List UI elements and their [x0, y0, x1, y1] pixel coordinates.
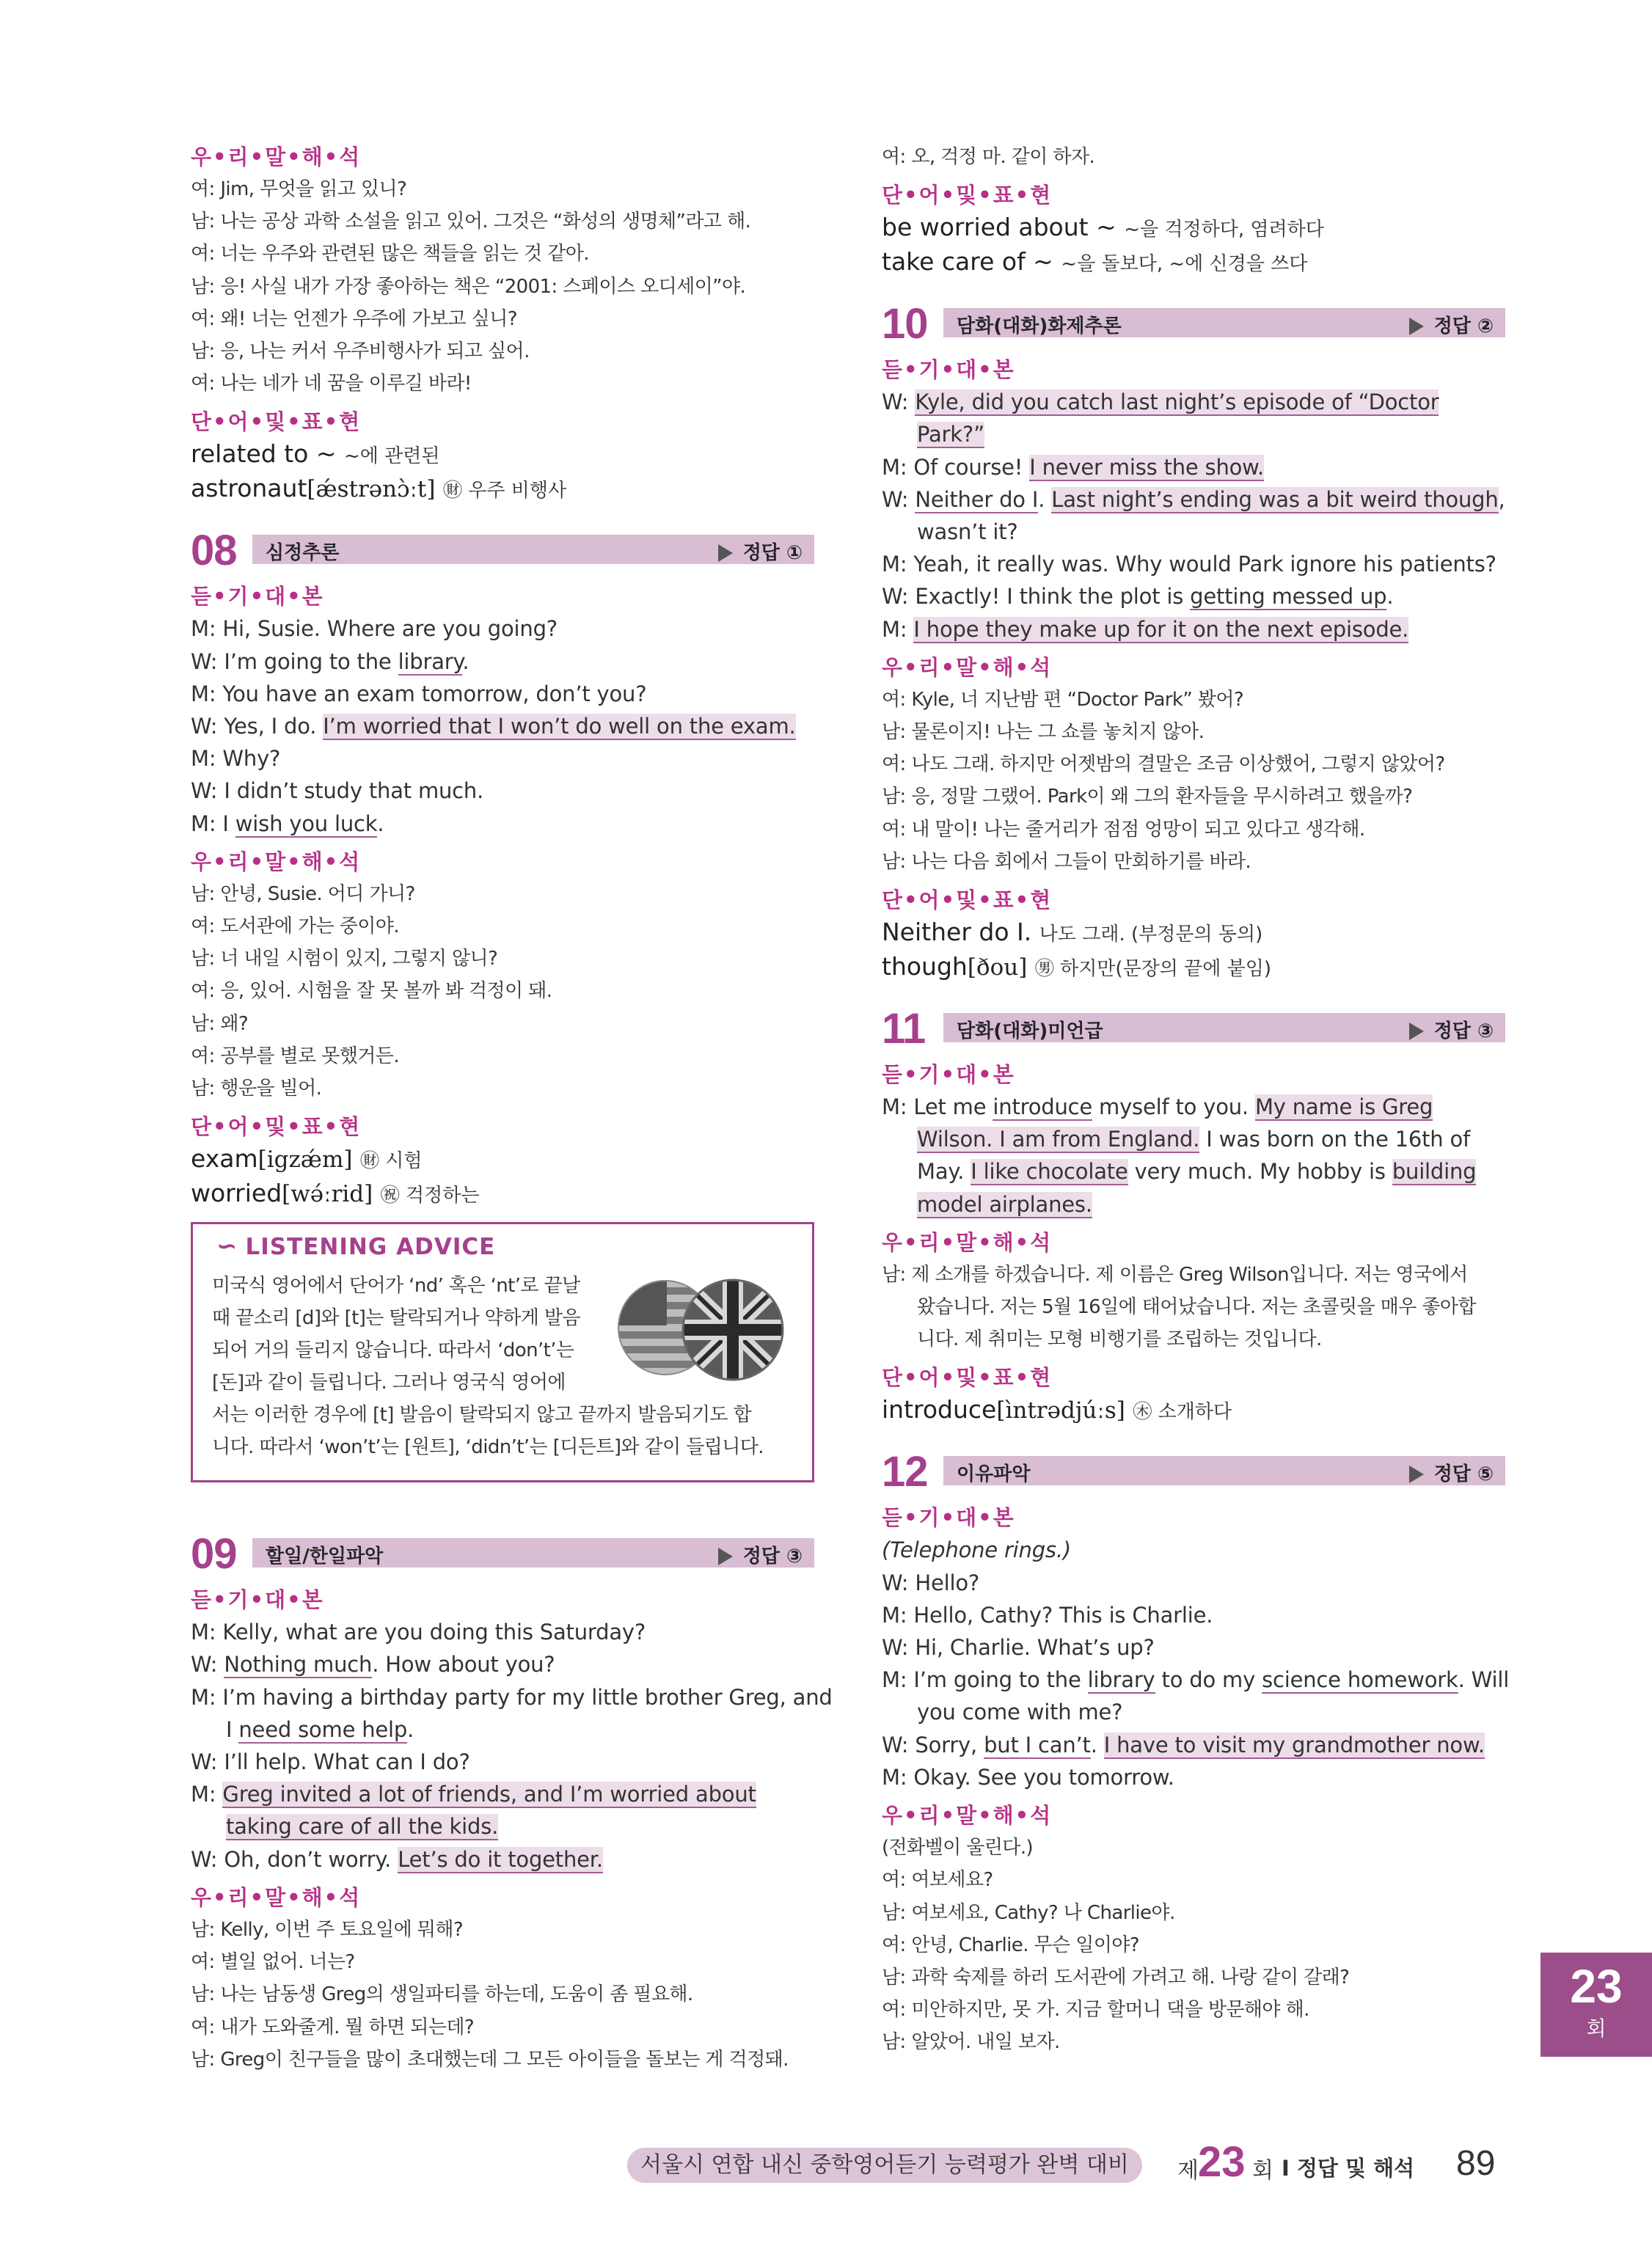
vocab-entry: astronaut[ǽstrənɔ̀ːt] ㊖ 우주 비행사 [191, 474, 567, 503]
interp-line: 남: 왜? [191, 1012, 249, 1035]
advice-line: 니다. 따라서 ‘won’t’는 [원트], ‘didn’t’는 [디든트]와 같이 들립니다. [212, 1436, 764, 1459]
interp-line: 남: 행운을 빌어. [191, 1078, 322, 1100]
interp-line: 여: 공부를 별로 못했거든. [191, 1045, 399, 1067]
script-line: W: Neither do I. Last night’s ending was a bit weird though, [882, 486, 1505, 512]
script-line: M: I hope they make up for it on the next episode. [882, 616, 1409, 642]
chapter-tab-label: 회 [1586, 2016, 1607, 2041]
section-label-vocab: 단•어•및•표•현 [882, 183, 1053, 208]
script-line: you come with me? [917, 1700, 1123, 1725]
script-line: W: Exactly! I think the plot is getting messed up. [882, 584, 1394, 610]
interp-line: 여: 응, 있어. 시험을 잘 못 볼까 봐 걱정이 돼. [191, 980, 552, 1003]
left-column [191, 141, 833, 2076]
script-line: W: Oh, don’t worry. Let’s do it together. [191, 1846, 603, 1872]
interp-line: 여: 나도 그래. 하지만 어젯밤의 결말은 조금 이상했어, 그렇지 않았어? [882, 753, 1445, 776]
script-line: W: Nothing much. How about you? [191, 1652, 555, 1678]
interp-line: 여: 나는 네가 네 꿈을 이루길 바라! [191, 373, 472, 395]
listening-advice-box [191, 1222, 814, 1482]
footer-section: I 정답 및 해석 [1282, 2156, 1415, 2181]
answer-label: 정답 ② [1409, 311, 1494, 338]
question-type: 이유파악 [957, 1463, 1031, 1486]
question-header-12 [882, 1446, 1505, 1497]
script-line: M: Kelly, what are you doing this Saturday? [191, 1620, 646, 1645]
section-label-interp: 우•리•말•해•석 [191, 145, 362, 169]
section-label-script: 듣•기•대•본 [191, 584, 324, 610]
question-type-bar [943, 1456, 1505, 1485]
script-line: W: I’ll help. What can I do? [191, 1749, 470, 1775]
interp-line: 여: Jim, 무엇을 읽고 있니? [191, 178, 407, 200]
advice-line: 되어 거의 들리지 않습니다. 따라서 ‘don’t’는 [212, 1339, 574, 1362]
interp-line: 니다. 제 취미는 모형 비행기를 조립하는 것입니다. [917, 1328, 1322, 1351]
question-type-bar [252, 535, 814, 564]
interp-line: 여: 여보세요? [882, 1869, 993, 1892]
script-line: M: I wish you luck. [191, 811, 384, 836]
footer-hoe: 회 [1252, 2158, 1273, 2184]
interp-line: 여: 미안하지만, 못 가. 지금 할머니 댁을 방문해야 해. [882, 1999, 1309, 2022]
page-footer [0, 2138, 1652, 2193]
interp-line: 남: 알았어. 내일 보자. [882, 2031, 1060, 2054]
section-label-script: 듣•기•대•본 [882, 1062, 1015, 1088]
answer-label: 정답 ③ [1409, 1016, 1494, 1043]
triangle-icon [718, 544, 733, 562]
section-label-vocab: 단•어•및•표•현 [882, 888, 1053, 913]
section-label-script: 듣•기•대•본 [882, 357, 1015, 383]
question-header-10 [882, 298, 1505, 349]
interp-line: 남: Kelly, 이번 주 토요일에 뭐해? [191, 1918, 464, 1941]
script-line: W: Hi, Charlie. What’s up? [882, 1635, 1155, 1661]
script-line: Wilson. I am from England. I was born on the 16th of [917, 1127, 1471, 1152]
series-title: 서울시 연합 내신 중학영어듣기 능력평가 완벽 대비 [627, 2148, 1142, 2183]
answer-label: 정답 ③ [718, 1541, 803, 1568]
script-line: M: Hello, Cathy? This is Charlie. [882, 1602, 1213, 1628]
question-number: 12 [882, 1448, 928, 1496]
interp-line: (전화벨이 울린다.) [882, 1837, 1034, 1859]
vocab-entry: related to ~ ~에 관련된 [191, 439, 440, 469]
interp-line: 남: 물론이지! 나는 그 쇼를 놓치지 않아. [882, 721, 1205, 744]
script-line: model airplanes. [917, 1191, 1092, 1217]
ear-icon: ∽ [216, 1232, 238, 1262]
vocab-entry: be worried about ~ ~을 걱정하다, 염려하다 [882, 213, 1324, 242]
interp-line: 여: Kyle, 너 지난밤 편 “Doctor Park” 봤어? [882, 688, 1244, 711]
script-line: M: Yeah, it really was. Why would Park ignore his patients? [882, 552, 1496, 577]
question-type: 심정추론 [266, 542, 340, 565]
question-number: 09 [191, 1530, 237, 1579]
script-line: Park?” [917, 422, 984, 447]
interp-line: 남: 여보세요, Cathy? 나 Charlie야. [882, 1901, 1175, 1924]
script-line: W: I’m going to the library. [191, 648, 469, 674]
script-line: M: Of course! I never miss the show. [882, 454, 1265, 480]
interp-line: 남: 나는 공상 과학 소설을 읽고 있어. 그것은 “화성의 생명체”라고 해. [191, 211, 751, 233]
section-label-script: 듣•기•대•본 [191, 1587, 324, 1613]
triangle-icon [1409, 1466, 1424, 1483]
interp-line: 여: 왜! 너는 언젠가 우주에 가보고 싶니? [191, 307, 517, 330]
interp-line: 남: 응, 정말 그랬어. Park이 왜 그의 환자들을 무시하려고 했을까? [882, 786, 1413, 808]
script-line: (Telephone rings.) [882, 1537, 1071, 1563]
interp-line: 남: 나는 남동생 Greg의 생일파티를 하는데, 도움이 좀 필요해. [191, 1983, 693, 2006]
advice-body [212, 1270, 792, 1463]
interp-line: 남: 응! 사실 내가 가장 좋아하는 책은 “2001: 스페이스 오디세이”야. [191, 275, 746, 298]
answer-label: 정답 ① [718, 538, 803, 565]
triangle-icon [1409, 318, 1424, 335]
interp-line: 왔습니다. 저는 5월 16일에 태어났습니다. 저는 초콜릿을 매우 좋아합 [917, 1296, 1476, 1319]
section-label-vocab: 단•어•및•표•현 [191, 409, 362, 435]
chapter-tab-number: 23 [1570, 1960, 1623, 2013]
vocab-entry: exam[igzǽm] ㊖ 시험 [191, 1144, 423, 1174]
section-label-interp: 우•리•말•해•석 [882, 1229, 1053, 1255]
question-type: 담화(대화)미언급 [957, 1020, 1103, 1043]
answer-label: 정답 ⑤ [1409, 1459, 1494, 1486]
interp-line: 남: 너 내일 시험이 있지, 그렇지 않니? [191, 948, 498, 970]
advice-title: ∽ LISTENING ADVICE [216, 1232, 496, 1262]
interp-line: 남: Greg이 친구들을 많이 초대했는데 그 모든 아이들을 돌보는 게 걱정돼. [191, 2048, 789, 2071]
question-type: 할일/한일파악 [266, 1545, 384, 1568]
interp-line: 남: 안녕, Susie. 어디 가니? [191, 882, 415, 905]
question-number: 11 [882, 1005, 926, 1053]
vocab-entry: though[ðou] ㊚ 하지만(문장의 끝에 붙임) [882, 952, 1272, 981]
interp-line: 여: 안녕, Charlie. 무슨 일이야? [882, 1934, 1139, 1956]
right-column [882, 141, 1510, 2059]
question-type-bar [943, 308, 1505, 337]
vocab-entry: take care of ~ ~을 돌보다, ~에 신경을 쓰다 [882, 247, 1308, 277]
interp-line: 남: 응, 나는 커서 우주비행사가 되고 싶어. [191, 340, 530, 363]
script-line: W: Yes, I do. I’m worried that I won’t do well on the exam. [191, 714, 796, 739]
interp-line: 여: 오, 걱정 마. 같이 하자. [882, 146, 1095, 168]
script-line: wasn’t it? [917, 519, 1018, 545]
section-label-interp: 우•리•말•해•석 [882, 1803, 1053, 1829]
interp-line: 남: 과학 숙제를 하러 도서관에 가려고 해. 나랑 같이 갈래? [882, 1966, 1350, 1989]
question-header-09 [191, 1528, 814, 1579]
section-label-interp: 우•리•말•해•석 [191, 1884, 362, 1910]
interp-line: 여: 내가 도와줄게. 뭘 하면 되는데? [191, 2016, 475, 2038]
vocab-entry: Neither do I. 나도 그래. (부정문의 동의) [882, 918, 1263, 947]
script-line: M: Okay. See you tomorrow. [882, 1764, 1174, 1790]
question-header-08 [191, 524, 814, 576]
interp-line: 여: 내 말이! 나는 줄거리가 점점 엉망이 되고 있다고 생각해. [882, 818, 1365, 841]
triangle-icon [718, 1548, 733, 1565]
section-label-interp: 우•리•말•해•석 [191, 849, 362, 874]
footer-test-number: 23 [1198, 2138, 1246, 2186]
script-line: I need some help. [226, 1716, 414, 1742]
advice-line: 서는 이러한 경우에 [t] 발음이 탈락되지 않고 끝까지 발음되기도 합 [212, 1404, 752, 1427]
section-label-vocab: 단•어•및•표•현 [882, 1365, 1053, 1391]
interp-line: 여: 너는 우주와 관련된 많은 책들을 읽는 것 같아. [191, 243, 589, 266]
advice-line: 때 끝소리 [d]와 [t]는 탈락되거나 약하게 발음 [212, 1307, 580, 1330]
page-number: 89 [1456, 2144, 1496, 2183]
interp-line: 여: 별일 없어. 너는? [191, 1951, 355, 1974]
question-number: 10 [882, 300, 928, 348]
section-label-script: 듣•기•대•본 [882, 1505, 1015, 1531]
advice-line: 미국식 영어에서 단어가 ‘nd’ 혹은 ‘nt’로 끝날 [212, 1275, 580, 1298]
script-line: M: Greg invited a lot of friends, and I’m worried about [191, 1782, 756, 1807]
question-type-bar [943, 1013, 1505, 1042]
interp-line: 남: 제 소개를 하겠습니다. 제 이름은 Greg Wilson입니다. 저는 영국에서 [882, 1263, 1468, 1286]
question-type: 담화(대화)화제추론 [957, 315, 1122, 338]
section-label-interp: 우•리•말•해•석 [882, 654, 1053, 680]
script-line: M: Why? [191, 746, 281, 772]
script-line: taking care of all the kids. [226, 1814, 499, 1840]
script-line: M: I’m going to the library to do my science homework. Will [882, 1667, 1510, 1693]
script-line: W: Kyle, did you catch last night’s episode of “Doctor [882, 389, 1439, 415]
question-type-bar [252, 1538, 814, 1568]
script-line: W: Sorry, but I can’t. I have to visit my grandmother now. [882, 1732, 1485, 1757]
chapter-tab [1540, 1953, 1652, 2057]
script-line: May. I like chocolate very much. My hobby is building [917, 1159, 1477, 1185]
question-number: 08 [191, 527, 237, 575]
vocab-entry: worried[wə́ːrid] ㊗ 걱정하는 [191, 1179, 480, 1208]
advice-line: [돈]과 같이 들립니다. 그러나 영국식 영어에 [212, 1372, 566, 1394]
script-line: W: I didn’t study that much. [191, 778, 484, 804]
footer-je: 제 [1177, 2158, 1199, 2184]
script-line: W: Hello? [882, 1570, 980, 1595]
triangle-icon [1409, 1023, 1424, 1040]
question-header-11 [882, 1003, 1505, 1054]
interp-line: 남: 나는 다음 회에서 그들이 만회하기를 바라. [882, 850, 1251, 873]
script-line: M: You have an exam tomorrow, don’t you? [191, 681, 647, 706]
section-label-vocab: 단•어•및•표•현 [191, 1114, 362, 1140]
script-line: M: I’m having a birthday party for my little brother Greg, and [191, 1684, 833, 1710]
script-line: M: Let me introduce myself to you. My name is Greg [882, 1094, 1433, 1120]
vocab-entry: introduce[ìntrədjúːs] ㊍ 소개하다 [882, 1395, 1232, 1424]
interp-line: 여: 도서관에 가는 중이야. [191, 915, 399, 938]
script-line: M: Hi, Susie. Where are you going? [191, 616, 558, 642]
